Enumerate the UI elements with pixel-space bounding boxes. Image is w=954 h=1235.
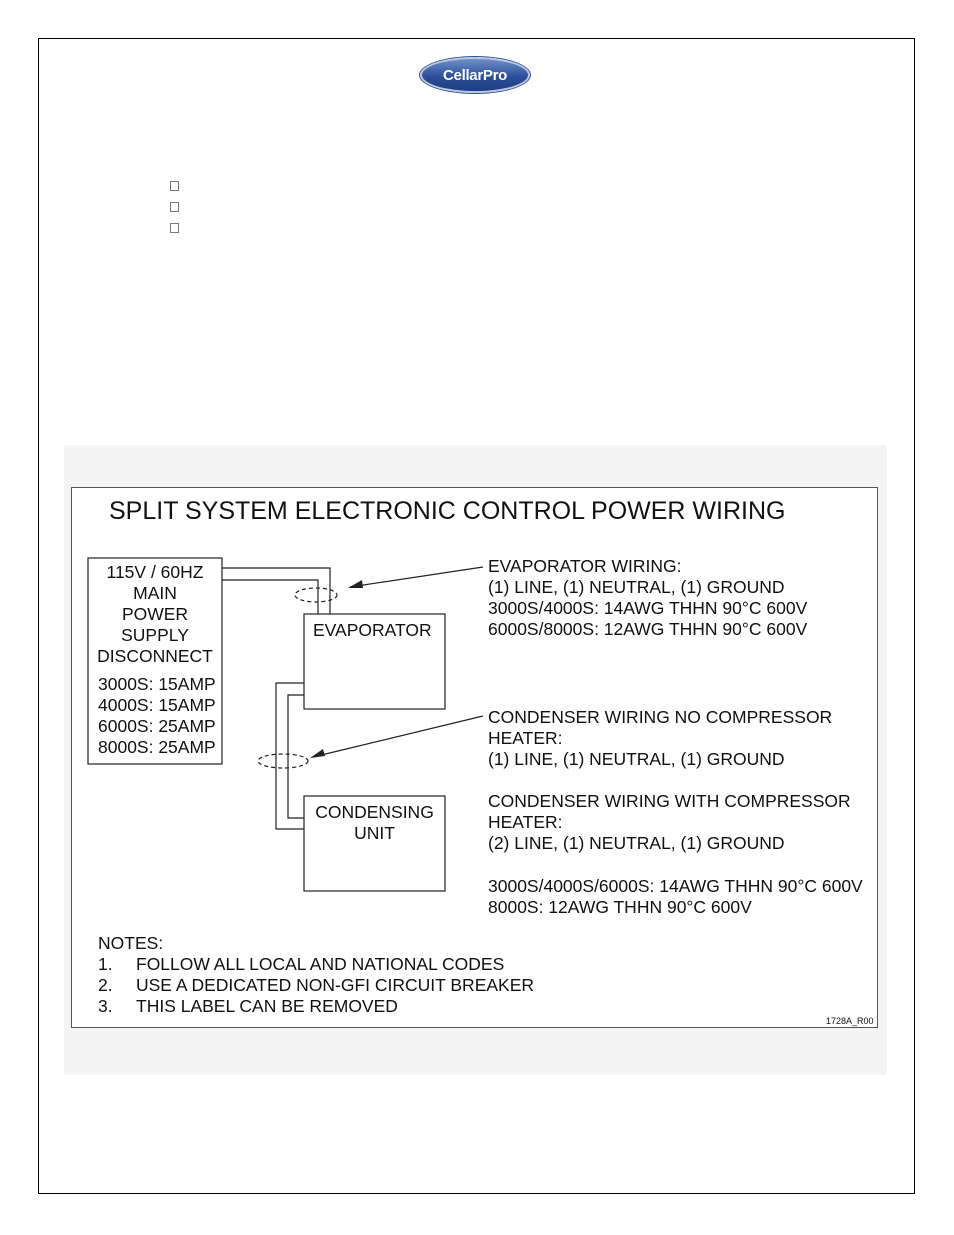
diagram-title: SPLIT SYSTEM ELECTRONIC CONTROL POWER WIRING — [109, 497, 786, 525]
evaporator-label: EVAPORATOR — [313, 620, 432, 640]
note-3-text: THIS LABEL CAN BE REMOVED — [136, 996, 398, 1016]
condensing-label-2: UNIT — [354, 823, 395, 843]
supply-line-4: SUPPLY — [121, 625, 189, 645]
cond-heater-header-2: HEATER: — [488, 812, 563, 832]
notes-header: NOTES: — [98, 933, 164, 953]
supply-amp-4000: 4000S: 15AMP — [98, 695, 216, 715]
note-2-text: USE A DEDICATED NON-GFI CIRCUIT BREAKER — [136, 975, 535, 995]
label-id: 1728A_R00 — [826, 1016, 874, 1026]
cond-spec-1: 3000S/4000S/6000S: 14AWG THHN 90°C 600V — [488, 876, 863, 896]
note-3-number: 3. — [98, 996, 113, 1016]
cond-heater-conductors: (2) LINE, (1) NEUTRAL, (1) GROUND — [488, 833, 785, 853]
supply-line-5: DISCONNECT — [97, 646, 213, 666]
cond-spec-2: 8000S: 12AWG THHN 90°C 600V — [488, 897, 752, 917]
supply-amp-3000: 3000S: 15AMP — [98, 674, 216, 694]
logo-text: CellarPro — [443, 66, 507, 84]
supply-amp-6000: 6000S: 25AMP — [98, 716, 216, 736]
cond-no-heater-header: CONDENSER WIRING NO COMPRESSOR — [488, 707, 833, 727]
supply-line-2: MAIN — [133, 583, 177, 603]
supply-line-3: POWER — [121, 604, 189, 624]
cond-no-heater-conductors: (1) LINE, (1) NEUTRAL, (1) GROUND — [488, 749, 785, 769]
condensing-label-1: CONDENSING — [315, 802, 434, 822]
note-1-text: FOLLOW ALL LOCAL AND NATIONAL CODES — [136, 954, 505, 974]
note-1-number: 1. — [98, 954, 113, 974]
evap-wiring-spec-1: 3000S/4000S: 14AWG THHN 90°C 600V — [488, 598, 808, 618]
supply-line-1: 115V / 60HZ — [106, 562, 204, 582]
note-2-number: 2. — [98, 975, 113, 995]
cond-no-heater-header-2: HEATER: — [488, 728, 563, 748]
evap-wiring-conductors: (1) LINE, (1) NEUTRAL, (1) GROUND — [488, 577, 785, 597]
cond-heater-header: CONDENSER WIRING WITH COMPRESSOR — [488, 791, 851, 811]
evap-wiring-spec-2: 6000S/8000S: 12AWG THHN 90°C 600V — [488, 619, 808, 639]
evap-wiring-header: EVAPORATOR WIRING: — [488, 556, 682, 576]
supply-amp-8000: 8000S: 25AMP — [98, 737, 216, 757]
